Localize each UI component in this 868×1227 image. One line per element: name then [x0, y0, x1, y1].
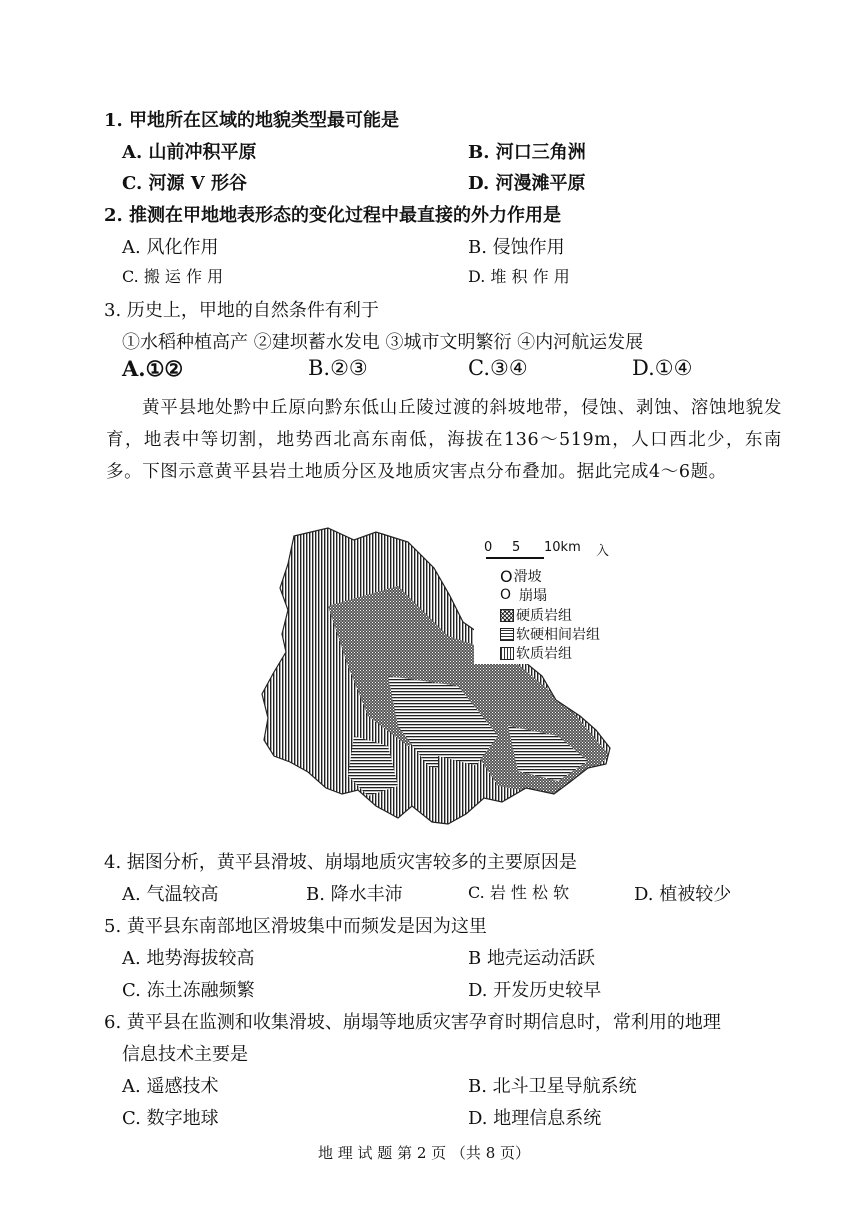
q1-stem: 1. 甲地所在区域的地貌类型最可能是	[104, 110, 400, 131]
legend-landslide: O 滑坡	[500, 566, 542, 586]
q6-option-c: C. 数字地球	[122, 1108, 219, 1129]
soft-rock-swatch-icon	[500, 647, 514, 660]
q2-option-a: A. 风化作用	[122, 237, 219, 258]
q4-option-b: B. 降水丰沛	[306, 884, 403, 905]
q6-option-b: B. 北斗卫星导航系统	[468, 1076, 637, 1097]
scale-label-10: 10km	[544, 540, 581, 555]
legend-hard-rock: 硬质岩组	[500, 605, 572, 625]
q6-option-d: D. 地理信息系统	[468, 1108, 602, 1129]
map-legend	[484, 540, 624, 670]
q4-stem: 4. 据图分析，黄平县滑坡、崩塌地质灾害较多的主要原因是	[104, 852, 577, 873]
q5-stem: 5. 黄平县东南部地区滑坡集中而频发是因为这里	[104, 916, 487, 937]
q1-option-b: B. 河口三角洲	[468, 142, 586, 163]
legend-mixed-rock: 软硬相间岩组	[500, 624, 600, 644]
q3-option-a: A.①②	[122, 356, 184, 381]
q5-option-a: A. 地势海拔较高	[122, 948, 255, 969]
scale-bar	[486, 557, 544, 559]
q3-option-c: C.③④	[468, 356, 528, 380]
scale-label-5: 5	[512, 540, 521, 555]
q1-option-a: A. 山前冲积平原	[122, 142, 257, 163]
q1-option-c: C. 河源 V 形谷	[122, 173, 248, 194]
q6-stem-line1: 6. 黄平县在监测和收集滑坡、崩塌等地质灾害孕育时期信息时，常利用的地理	[104, 1012, 721, 1033]
q5-option-c: C. 冻土冻融频繁	[122, 980, 255, 1001]
collapse-icon: O	[500, 587, 512, 603]
q1-option-d: D. 河漫滩平原	[468, 173, 586, 194]
q5-option-d: D. 开发历史较早	[468, 980, 602, 1001]
mixed-rock-swatch-icon	[500, 628, 514, 641]
north-arrow-icon: 入	[596, 544, 610, 559]
q2-option-c: C. 搬 运 作 用	[122, 267, 224, 286]
q2-option-d: D. 堆 积 作 用	[468, 267, 570, 286]
hard-rock-swatch-icon	[500, 609, 514, 622]
q6-stem-line2: 信息技术主要是	[122, 1044, 248, 1065]
q3-option-b: B.②③	[308, 356, 368, 380]
landslide-icon: O	[500, 566, 513, 586]
page-footer: 地 理 试 题 第 2 页 （共 8 页）	[318, 1144, 531, 1162]
q3-option-d: D.①④	[632, 356, 693, 380]
q2-option-b: B. 侵蚀作用	[468, 237, 565, 258]
geology-map	[258, 526, 620, 838]
q3-items: ①水稻种植高产 ②建坝蓄水发电 ③城市文明繁衍 ④内河航运发展	[122, 332, 644, 353]
legend-soft-rock: 软质岩组	[500, 643, 572, 663]
q6-option-a: A. 遥感技术	[122, 1076, 219, 1097]
q4-option-a: A. 气温较高	[122, 884, 219, 905]
q5-option-b: B 地壳运动活跃	[468, 948, 595, 969]
q2-stem: 2. 推测在甲地地表形态的变化过程中最直接的外力作用是	[104, 205, 562, 226]
q4-option-d: D. 植被较少	[634, 884, 732, 905]
q3-stem: 3. 历史上，甲地的自然条件有利于	[104, 300, 379, 321]
scale-label-0: 0	[484, 540, 493, 555]
legend-collapse: O 崩塌	[500, 587, 548, 604]
q4-option-c: C. 岩 性 松 软	[468, 883, 570, 902]
intro-paragraph: 黄平县地处黔中丘原向黔东低山丘陵过渡的斜坡地带，侵蚀、剥蚀、溶蚀地貌发育，地表中等切割，地势西北高东南低，海拔在136～519m，人口西北少，东南多。下图示意黄平县岩土地质分区及地质灾害点分布叠加。据此完成4～6题。	[106, 398, 782, 482]
